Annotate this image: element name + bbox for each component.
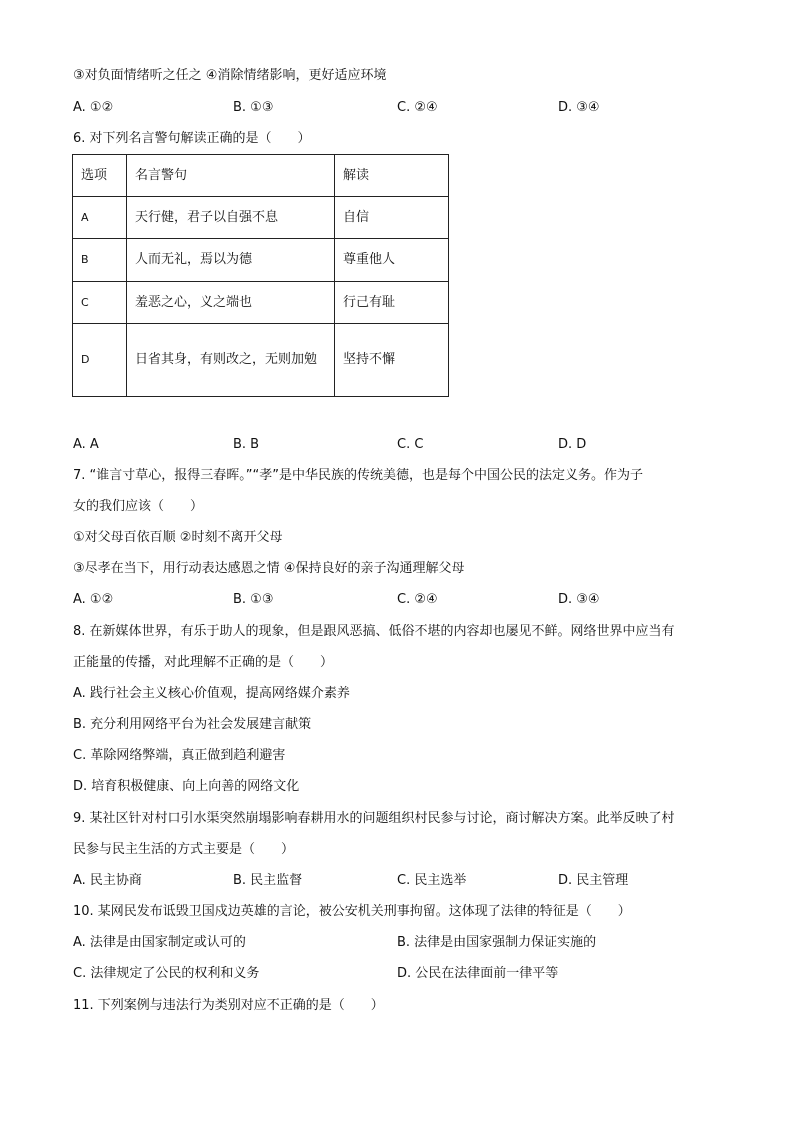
table-header-cell: 解读	[335, 155, 449, 197]
q7-statement-1-2: ①对父母百依百顺 ②时刻不离开父母	[73, 530, 283, 545]
table-row	[73, 282, 449, 324]
q5-option-b: B. ①③	[233, 100, 274, 115]
table-row	[73, 324, 449, 397]
q8-stem-line-2: 正能量的传播，对此理解不正确的是（ ）	[73, 655, 334, 670]
table-header-cell: 选项	[73, 155, 127, 197]
table-row	[73, 239, 449, 282]
table-cell-interpretation: 尊重他人	[335, 239, 449, 282]
table-cell-option: D	[73, 324, 127, 397]
q7-stem-line-1: 7. “谁言寸草心，报得三春晖。”“孝”是中华民族的传统美德，也是每个中国公民的法定义务。作为子	[73, 468, 643, 483]
q8-stem-line-1: 8. 在新媒体世界，有乐于助人的现象，但是跟风恶搞、低俗不堪的内容却也屡见不鲜。网络世界中应当有	[73, 624, 675, 639]
q7-option-d: D. ③④	[558, 592, 600, 607]
q6-option-a: A. A	[73, 437, 99, 452]
q5-option-d: D. ③④	[558, 100, 600, 115]
q10-option-a: A. 法律是由国家制定或认可的	[73, 935, 246, 950]
q8-option-c: C. 革除网络弊端，真正做到趋利避害	[73, 748, 286, 763]
q6-option-d: D. D	[558, 437, 587, 452]
q5-option-c: C. ②④	[397, 100, 438, 115]
q5-statement-3-4: ③对负面情绪听之任之 ④消除情绪影响，更好适应环境	[73, 68, 387, 83]
table-header-row	[73, 155, 449, 197]
q11-stem: 11. 下列案例与违法行为类别对应不正确的是（ ）	[73, 998, 384, 1013]
q9-option-b: B. 民主监督	[233, 873, 303, 888]
table-cell-interpretation: 坚持不懈	[335, 324, 449, 397]
q9-stem-line-2: 民参与民主生活的方式主要是（ ）	[73, 842, 295, 857]
q9-stem-line-1: 9. 某社区针对村口引水渠突然崩塌影响春耕用水的问题组织村民参与讨论，商讨解决方案。此举反映了村	[73, 811, 675, 826]
q7-option-a: A. ①②	[73, 592, 114, 607]
q8-option-a: A. 践行社会主义核心价值观，提高网络媒介素养	[73, 686, 350, 701]
table-cell-interpretation: 自信	[335, 197, 449, 239]
table-cell-quote: 日省其身，有则改之，无则加勉	[127, 324, 335, 397]
q6-table	[72, 154, 449, 397]
q7-option-c: C. ②④	[397, 592, 438, 607]
q10-option-c: C. 法律规定了公民的权利和义务	[73, 966, 260, 981]
q10-stem: 10. 某网民发布诋毁卫国戍边英雄的言论，被公安机关刑事拘留。这体现了法律的特征是（ ）	[73, 904, 631, 919]
table-cell-quote: 羞恶之心，义之端也	[127, 282, 335, 324]
q8-option-d: D. 培育积极健康、向上向善的网络文化	[73, 779, 300, 794]
q8-option-b: B. 充分利用网络平台为社会发展建言献策	[73, 717, 312, 732]
q5-option-a: A. ①②	[73, 100, 114, 115]
table-cell-quote: 天行健，君子以自强不息	[127, 197, 335, 239]
table-cell-option: B	[73, 239, 127, 282]
q7-option-b: B. ①③	[233, 592, 274, 607]
q9-option-d: D. 民主管理	[558, 873, 629, 888]
q10-option-b: B. 法律是由国家强制力保证实施的	[397, 935, 597, 950]
table-cell-quote: 人而无礼，焉以为德	[127, 239, 335, 282]
table-cell-interpretation: 行己有耻	[335, 282, 449, 324]
q6-option-b: B. B	[233, 437, 260, 452]
q7-statement-3-4: ③尽孝在当下，用行动表达感恩之情 ④保持良好的亲子沟通理解父母	[73, 561, 465, 576]
q6-stem: 6. 对下列名言警句解读正确的是（ ）	[73, 131, 311, 146]
table-cell-option: C	[73, 282, 127, 324]
q9-option-a: A. 民主协商	[73, 873, 142, 888]
table-cell-option: A	[73, 197, 127, 239]
q6-option-c: C. C	[397, 437, 424, 452]
q10-option-d: D. 公民在法律面前一律平等	[397, 966, 559, 981]
q9-option-c: C. 民主选举	[397, 873, 467, 888]
table-header-cell: 名言警句	[127, 155, 335, 197]
table-row	[73, 197, 449, 239]
q7-stem-line-2: 女的我们应该（ ）	[73, 499, 204, 514]
